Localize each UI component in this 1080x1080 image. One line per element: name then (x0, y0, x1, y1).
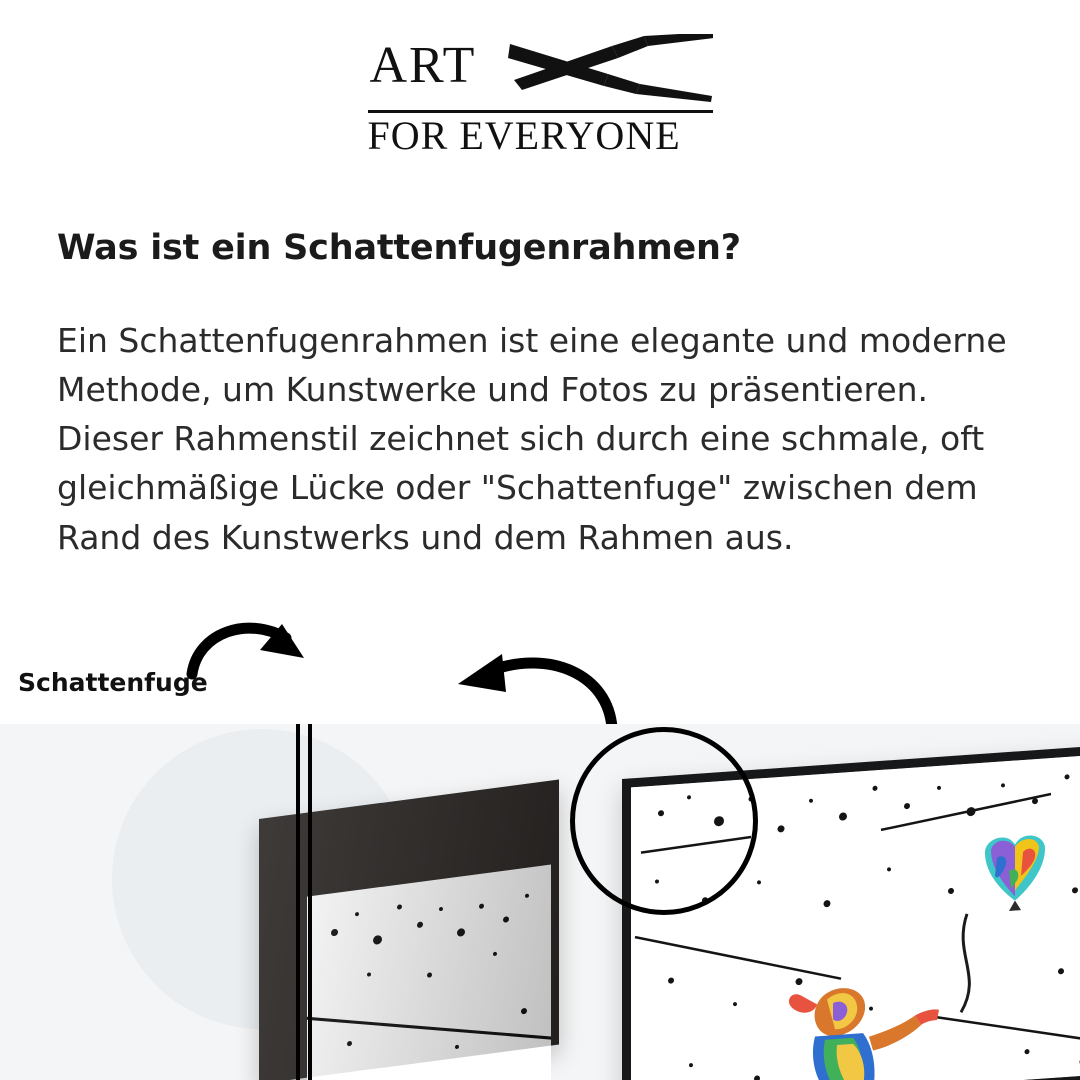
product-photo (0, 724, 1080, 1080)
curved-arrow-down-right-icon (186, 612, 316, 692)
left-artwork-canvas (307, 865, 551, 1080)
brand-logo (0, 37, 1080, 158)
logo-line-2: FOR EVERYONE (367, 113, 681, 158)
page-title: Was ist ein Schattenfugenrahmen? (57, 228, 741, 269)
body-paragraph: Ein Schattenfugenrahmen ist eine elegante und moderne Methode, um Kunstwerke und Fotos zu präsentieren. Dieser Rahmenstil zeichnet sich durch eine schmale, oft gleichmäßige Lücke oder "Schattenfuge" zwischen dem Rand des Kunstwerks und dem Rahmen aus. (57, 321, 1007, 557)
circle-highlight-icon (570, 727, 758, 915)
shadow-gap-label: Schattenfuge (18, 668, 208, 697)
logo-lockup (367, 37, 713, 158)
paintbrushes-icon (508, 34, 713, 112)
gap-lines-icon (296, 724, 314, 1080)
logo-line-1: ART (369, 37, 477, 94)
